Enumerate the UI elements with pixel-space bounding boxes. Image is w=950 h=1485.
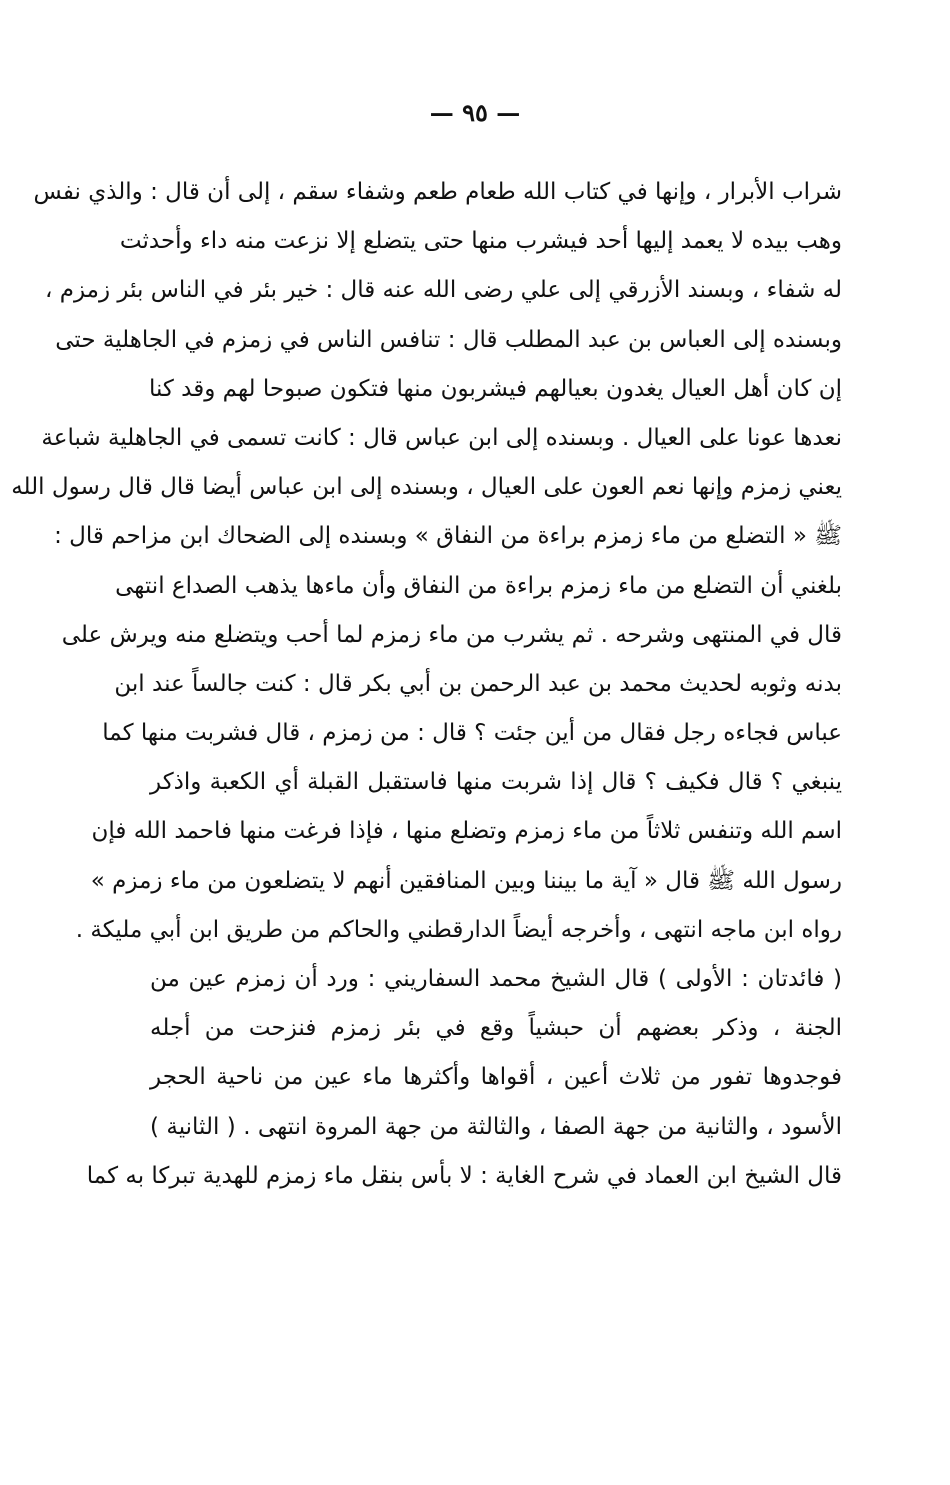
text-line: شراب الأبرار ، وإنها في كتاب الله طعام طعم وشفاء سقم ، إلى أن قال : والذي نفس [33,179,842,205]
text-line: رواه ابن ماجه انتهى ، وأخرجه أيضاً الدارقطني والحاكم من طريق ابن أبي مليكة . [75,916,842,943]
text-line: يعني زمزم وإنها نعم العون على العيال ، وبسنده إلى ابن عباس أيضا قال قال رسول الله [11,474,842,501]
text-line: بدنه وثوبه لحديث محمد بن عبد الرحمن بن أبي بكر قال : كنت جالساً عند ابن [114,670,842,697]
text-line: وهب بيده لا يعمد إليها أحد فيشرب منها حتى يتضلع إلا نزعت منه داء وأحدثت [119,228,842,255]
text-line: قال في المنتهى وشرحه . ثم يشرب من ماء زمزم لما أحب ويتضلع منه ويرش على [61,621,842,648]
text-line: عباس فجاءه رجل فقال من أين جئت ؟ قال : من زمزم ، قال فشربت منها كما [102,720,842,747]
text-line: الأسود ، والثانية من جهة الصفا ، والثالثة من جهة المروة انتهى . ( الثانية ) [150,1113,842,1140]
text-line: بلغني أن التضلع من ماء زمزم براءة من النفاق وأن ماءها يذهب الصداع انتهى [115,572,842,599]
text-line: ( فائدتان : الأولى ) قال الشيخ محمد السفاريني : ورد أن زمزم عين من [150,966,842,992]
text-line: إن كان أهل العيال يغدون بعيالهم فيشربون منها فتكون صبوحا لهم وقد كنا [148,375,842,402]
text-line: رسول الله ﷺ قال « آية ما بيننا وبين المنافقين أنهم لا يتضلعون من ماء زمزم » [90,867,842,894]
text-line: اسم الله وتنفس ثلاثاً من ماء زمزم وتضلع منها ، فإذا فرغت منها فاحمد الله فإن [91,818,842,845]
text-line: نعدها عونا على العيال . وبسنده إلى ابن عباس قال : كانت تسمى في الجاهلية شباعة [41,424,842,451]
text-line: فوجدوها تفور من ثلاث أعين ، أقواها وأكثرها ماء عين من ناحية الحجر [150,1064,842,1091]
text-line: قال الشيخ ابن العماد في شرح الغاية : لا بأس بنقل ماء زمزم للهدية تبركا به كما [86,1162,842,1189]
text-line: الجنة ، وذكر بعضهم أن حبشياً وقع في بئر زمزم فنزحت من أجله [150,1015,842,1042]
page-number: — ٩٥ — [429,98,521,127]
text-line: ﷺ « التضلع من ماء زمزم براءة من النفاق » وبسنده إلى الضحاك ابن مزاحم قال : [54,523,842,550]
text-line: وبسنده إلى العباس بن عبد المطلب قال : تنافس الناس في زمزم في الجاهلية حتى [55,326,842,353]
body-text [11,168,842,1201]
text-line: له شفاء ، وبسند الأزرقي إلى علي رضى الله عنه قال : خير بئر في الناس بئر زمزم ، [45,277,842,304]
text-line: ينبغي ؟ قال فكيف ؟ قال إذا شربت منها فاستقبل القبلة أي الكعبة واذكر [150,769,842,796]
